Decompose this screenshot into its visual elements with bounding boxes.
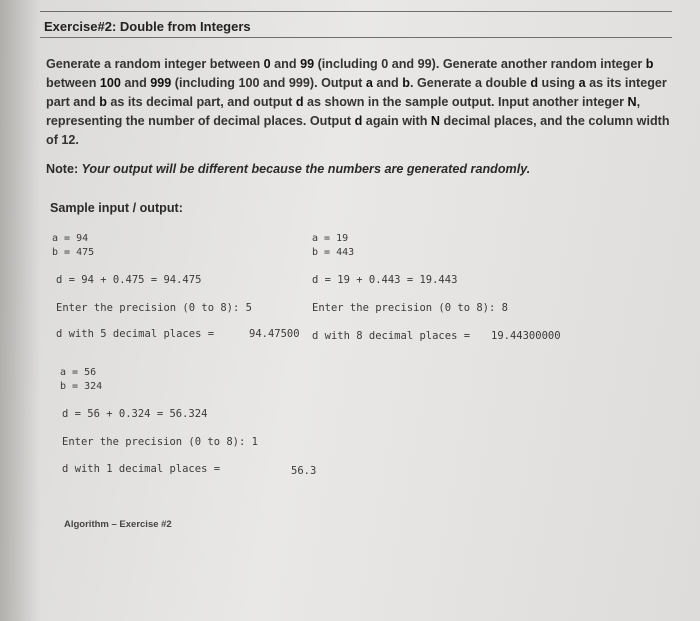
sample1-label: d with 5 decimal places = <box>56 328 215 340</box>
page-shadow <box>0 0 40 621</box>
sample3-value: 56.3 <box>291 465 317 477</box>
sample2-label: d with 8 decimal places = <box>312 330 471 342</box>
sample3-label: d with 1 decimal places = <box>62 463 221 475</box>
sample3-prompt: Enter the precision (0 to 8): 1 <box>62 436 258 448</box>
sample-heading: Sample input / output: <box>50 201 183 215</box>
exercise-description: Generate a random integer between 0 and 99 (including 0 and 99). Generate another random integer b between 100 and 999 (including 100 and 999). Output a and b. Generate a double d using a as its integer part and b as its decimal part, and output d as shown in the sample output. Input another integer N, representing the number of decimal places. Output d again with N decimal places, and the column width of 12. <box>46 57 670 147</box>
sample2-a: a = 19 <box>312 233 349 244</box>
title-underline <box>40 37 672 38</box>
sample1-a: a = 94 <box>52 233 89 244</box>
sample1-b: b = 475 <box>52 247 95 258</box>
sample2-prompt: Enter the precision (0 to 8): 8 <box>312 302 508 314</box>
sample2-value: 19.44300000 <box>491 330 561 342</box>
figure-caption: Algorithm – Exercise #2 <box>64 519 172 530</box>
sample2-d: d = 19 + 0.443 = 19.443 <box>312 274 458 286</box>
top-rule <box>40 11 672 12</box>
sample3-d: d = 56 + 0.324 = 56.324 <box>62 408 208 420</box>
sample3-b: b = 324 <box>60 381 103 392</box>
note-text: Your output will be different because the numbers are generated randomly. <box>78 162 531 176</box>
exercise-title: Exercise#2: Double from Integers <box>44 19 251 34</box>
note <box>46 162 530 176</box>
sample3-a: a = 56 <box>60 367 97 378</box>
sample1-value: 94.47500 <box>249 328 300 340</box>
note-label: Note: <box>46 162 79 176</box>
sample2-b: b = 443 <box>312 247 355 258</box>
sample1-d: d = 94 + 0.475 = 94.475 <box>56 274 202 286</box>
sample1-prompt: Enter the precision (0 to 8): 5 <box>56 302 252 314</box>
